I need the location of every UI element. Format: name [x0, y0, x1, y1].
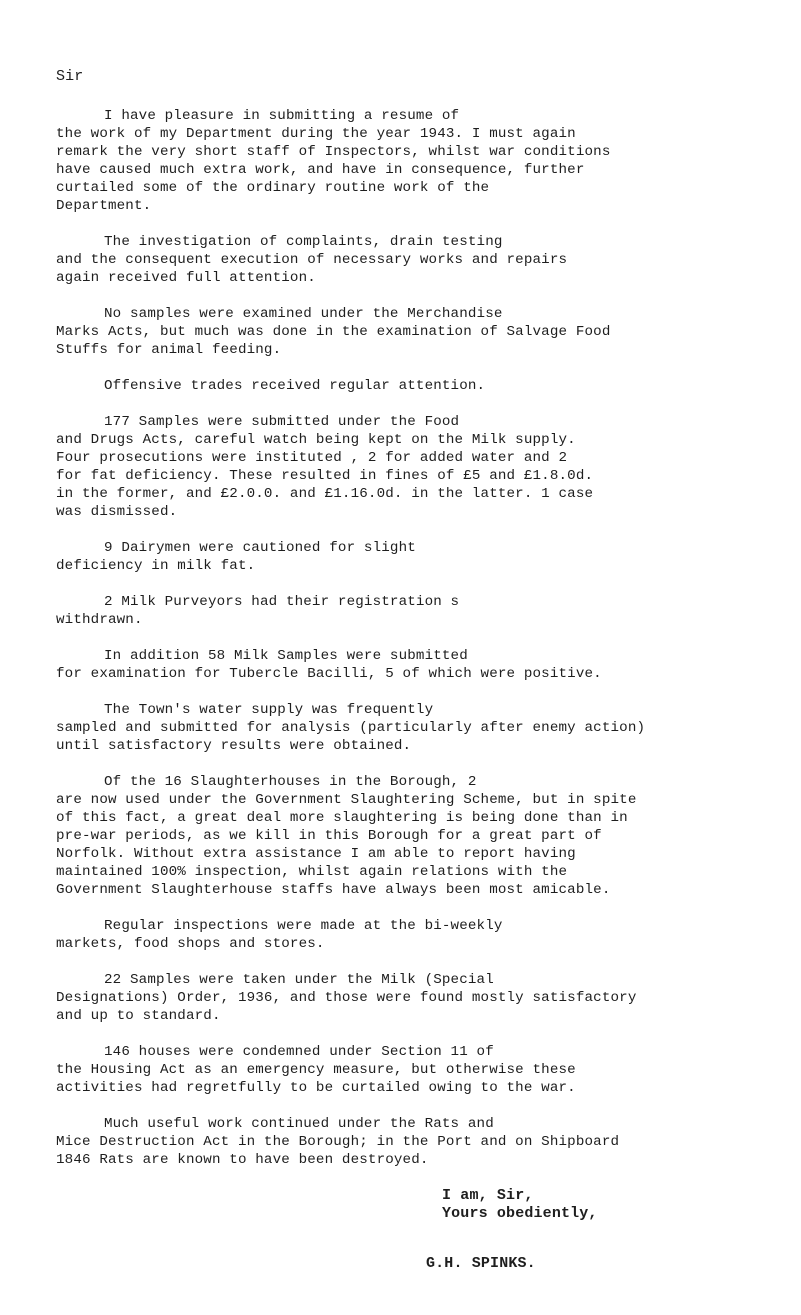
paragraph-8-line-1: In addition 58 Milk Samples were submitted — [104, 648, 468, 664]
paragraph-5-line-4: for fat deficiency. These resulted in fines of £5 and £1.8.0d. — [56, 468, 594, 484]
paragraph-13-line-1: 146 houses were condemned under Section 11 of — [104, 1044, 494, 1060]
paragraph-12-line-2: Designations) Order, 1936, and those were found mostly satisfactory — [56, 990, 637, 1006]
paragraph-5-line-6: was dismissed. — [56, 504, 178, 520]
paragraph-14-line-2: Mice Destruction Act in the Borough; in the Port and on Shipboard — [56, 1134, 620, 1150]
paragraph-10-line-1: Of the 16 Slaughterhouses in the Borough, 2 — [104, 774, 477, 790]
paragraph-10-line-2: are now used under the Government Slaughtering Scheme, but in spite — [56, 792, 637, 808]
paragraph-2-line-3: again received full attention. — [56, 270, 316, 286]
paragraph-5-line-5: in the former, and £2.0.0. and £1.16.0d. in the latter. 1 case — [56, 486, 594, 502]
paragraph-11-line-1: Regular inspections were made at the bi-weekly — [104, 918, 503, 934]
paragraph-13-line-2: the Housing Act as an emergency measure, but otherwise these — [56, 1062, 576, 1078]
paragraph-1-line-5: curtailed some of the ordinary routine work of the — [56, 180, 490, 196]
paragraph-3-line-2: Marks Acts, but much was done in the examination of Salvage Food — [56, 324, 611, 340]
paragraph-10-line-6: maintained 100% inspection, whilst again relations with the — [56, 864, 568, 880]
closing-line-1: I am, Sir, — [442, 1187, 534, 1204]
paragraph-14-line-3: 1846 Rats are known to have been destroyed. — [56, 1152, 429, 1168]
paragraph-9-line-1: The Town's water supply was frequently — [104, 702, 434, 718]
paragraph-1-line-6: Department. — [56, 198, 152, 214]
paragraph-7-line-1: 2 Milk Purveyors had their registration s — [104, 594, 460, 610]
paragraph-1-line-1: I have pleasure in submitting a resume of — [104, 108, 460, 124]
paragraph-12-line-1: 22 Samples were taken under the Milk (Special — [104, 972, 494, 988]
paragraph-2-line-2: and the consequent execution of necessary works and repairs — [56, 252, 568, 268]
paragraph-10-line-3: of this fact, a great deal more slaughtering is being done than in — [56, 810, 628, 826]
paragraph-9-line-2: sampled and submitted for analysis (particularly after enemy action) — [56, 720, 646, 736]
salutation: Sir — [56, 68, 84, 85]
paragraph-5-line-1: 177 Samples were submitted under the Food — [104, 414, 460, 430]
paragraph-6-line-1: 9 Dairymen were cautioned for slight — [104, 540, 416, 556]
paragraph-1-line-4: have caused much extra work, and have in consequence, further — [56, 162, 585, 178]
paragraph-10-line-5: Norfolk. Without extra assistance I am able to report having — [56, 846, 576, 862]
paragraph-4-line-1: Offensive trades received regular attention. — [104, 378, 486, 394]
paragraph-13-line-3: activities had regretfully to be curtailed owing to the war. — [56, 1080, 576, 1096]
paragraph-3-line-3: Stuffs for animal feeding. — [56, 342, 282, 358]
paragraph-1-line-2: the work of my Department during the year 1943. I must again — [56, 126, 576, 142]
paragraph-3-line-1: No samples were examined under the Merchandise — [104, 306, 503, 322]
paragraph-9-line-3: until satisfactory results were obtained. — [56, 738, 412, 754]
paragraph-6-line-2: deficiency in milk fat. — [56, 558, 256, 574]
paragraph-2-line-1: The investigation of complaints, drain testing — [104, 234, 503, 250]
paragraph-5-line-2: and Drugs Acts, careful watch being kept on the Milk supply. — [56, 432, 576, 448]
paragraph-12-line-3: and up to standard. — [56, 1008, 221, 1024]
paragraph-10-line-7: Government Slaughterhouse staffs have always been most amicable. — [56, 882, 611, 898]
signature: G.H. SPINKS. — [426, 1255, 536, 1272]
closing-line-2: Yours obediently, — [442, 1205, 598, 1222]
paragraph-10-line-4: pre-war periods, as we kill in this Borough for a great part of — [56, 828, 602, 844]
paragraph-7-line-2: withdrawn. — [56, 612, 143, 628]
paragraph-14-line-1: Much useful work continued under the Rats and — [104, 1116, 494, 1132]
paragraph-11-line-2: markets, food shops and stores. — [56, 936, 325, 952]
paragraph-5-line-3: Four prosecutions were instituted , 2 for added water and 2 — [56, 450, 568, 466]
paragraph-1-line-3: remark the very short staff of Inspectors, whilst war conditions — [56, 144, 611, 160]
paragraph-8-line-2: for examination for Tubercle Bacilli, 5 of which were positive. — [56, 666, 602, 682]
